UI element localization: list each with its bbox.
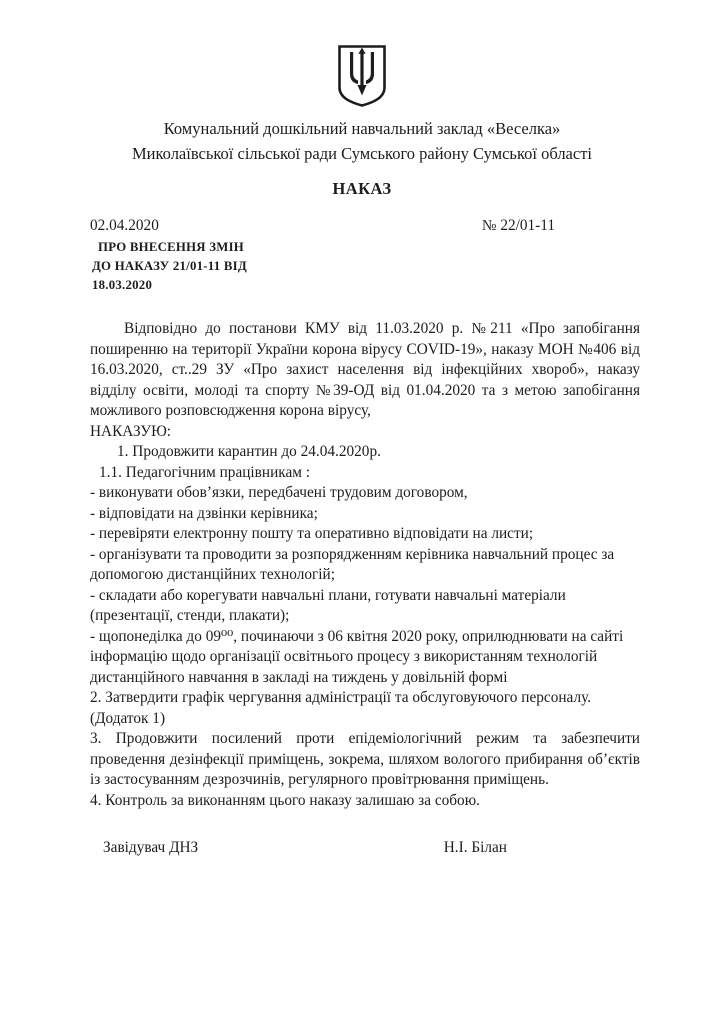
decree-keyword: НАКАЗУЮ: xyxy=(90,422,172,440)
order-item-1-1: 1.1. Педагогічним працівникам : xyxy=(99,463,311,481)
order-item-2: 2. Затвердити графік чергування адміністрації та обслуговуючого персоналу. xyxy=(90,689,592,706)
duty-item-5: - складати або корегувати навчальні плани, готувати навчальні матеріали (презентації, стенди, плакати); xyxy=(90,586,566,624)
org-name-line-1: Комунальний дошкільний навчальний заклад «Веселка» xyxy=(163,119,561,138)
duty-item-6: - щопонеділка до 09⁰⁰, починаючи з 06 квітня 2020 року, оприлюднювати на сайті інформацію щодо організації освітнього процесу з використанням технологій дистанційного навчання в закладі на тиждень у довільній формі xyxy=(90,627,624,686)
duty-item-3: - перевіряти електронну пошту та оперативно відповідати на листи; xyxy=(90,525,534,542)
subject-line-1: ПРО ВНЕСЕННЯ ЗМІН xyxy=(98,240,245,254)
signatory-title: Завідувач ДНЗ xyxy=(103,839,199,856)
order-item-3: 3. Продовжити посилений проти епідеміологічний режим та забезпечити проведення дезінфекції приміщень, зокрема, шляхом вологого прибирання об’єктів із застосуванням дезрозчинів, регулярного провітрювання приміщень. xyxy=(90,730,640,788)
trident-shield-icon xyxy=(336,44,388,108)
document-number: № 22/01-11 xyxy=(481,217,555,234)
document-title: НАКАЗ xyxy=(332,179,392,198)
subject-line-2: ДО НАКАЗУ 21/01-11 ВІД xyxy=(92,259,247,273)
duty-item-2: - відповідати на дзвінки керівника; xyxy=(90,504,318,522)
ukraine-trident-emblem xyxy=(336,44,388,113)
signatory-name: Н.І. Білан xyxy=(443,839,507,856)
order-item-2-annex: (Додаток 1) xyxy=(90,709,166,727)
subject-line-3: 18.03.2020 xyxy=(92,278,153,292)
org-name-line-2: Миколаївської сільської ради Сумського району Сумської області xyxy=(131,144,592,163)
order-item-4: 4. Контроль за виконанням цього наказу залишаю за собою. xyxy=(90,791,480,809)
document-date: 02.04.2020 xyxy=(90,217,159,234)
signature-row xyxy=(90,838,640,859)
order-item-1: 1. Продовжити карантин до 24.04.2020р. xyxy=(117,443,381,460)
preamble-paragraph: Відповідно до постанови КМУ від 11.03.2020 р. №211 «Про запобігання поширенню на території України корона вірусу COVID-19», наказу МОН №406 від 16.03.2020, ст..29 ЗУ «Про захист населення від інфекційних хвороб», наказу відділу освіти, молоді та спорту №39-ОД від 01.04.2020 та з метою запобігання можливого розповсюдження корона вірусу, xyxy=(90,320,640,419)
subject-block xyxy=(92,238,724,295)
document-body xyxy=(90,319,640,811)
document-meta-row xyxy=(90,216,640,236)
duty-item-4: - організувати та проводити за розпорядженням керівника навчальний процес за допомогою дистанційних технологій; xyxy=(90,545,615,583)
duty-item-1: - виконувати обов’язки, передбачені трудовим договором, xyxy=(90,484,468,501)
